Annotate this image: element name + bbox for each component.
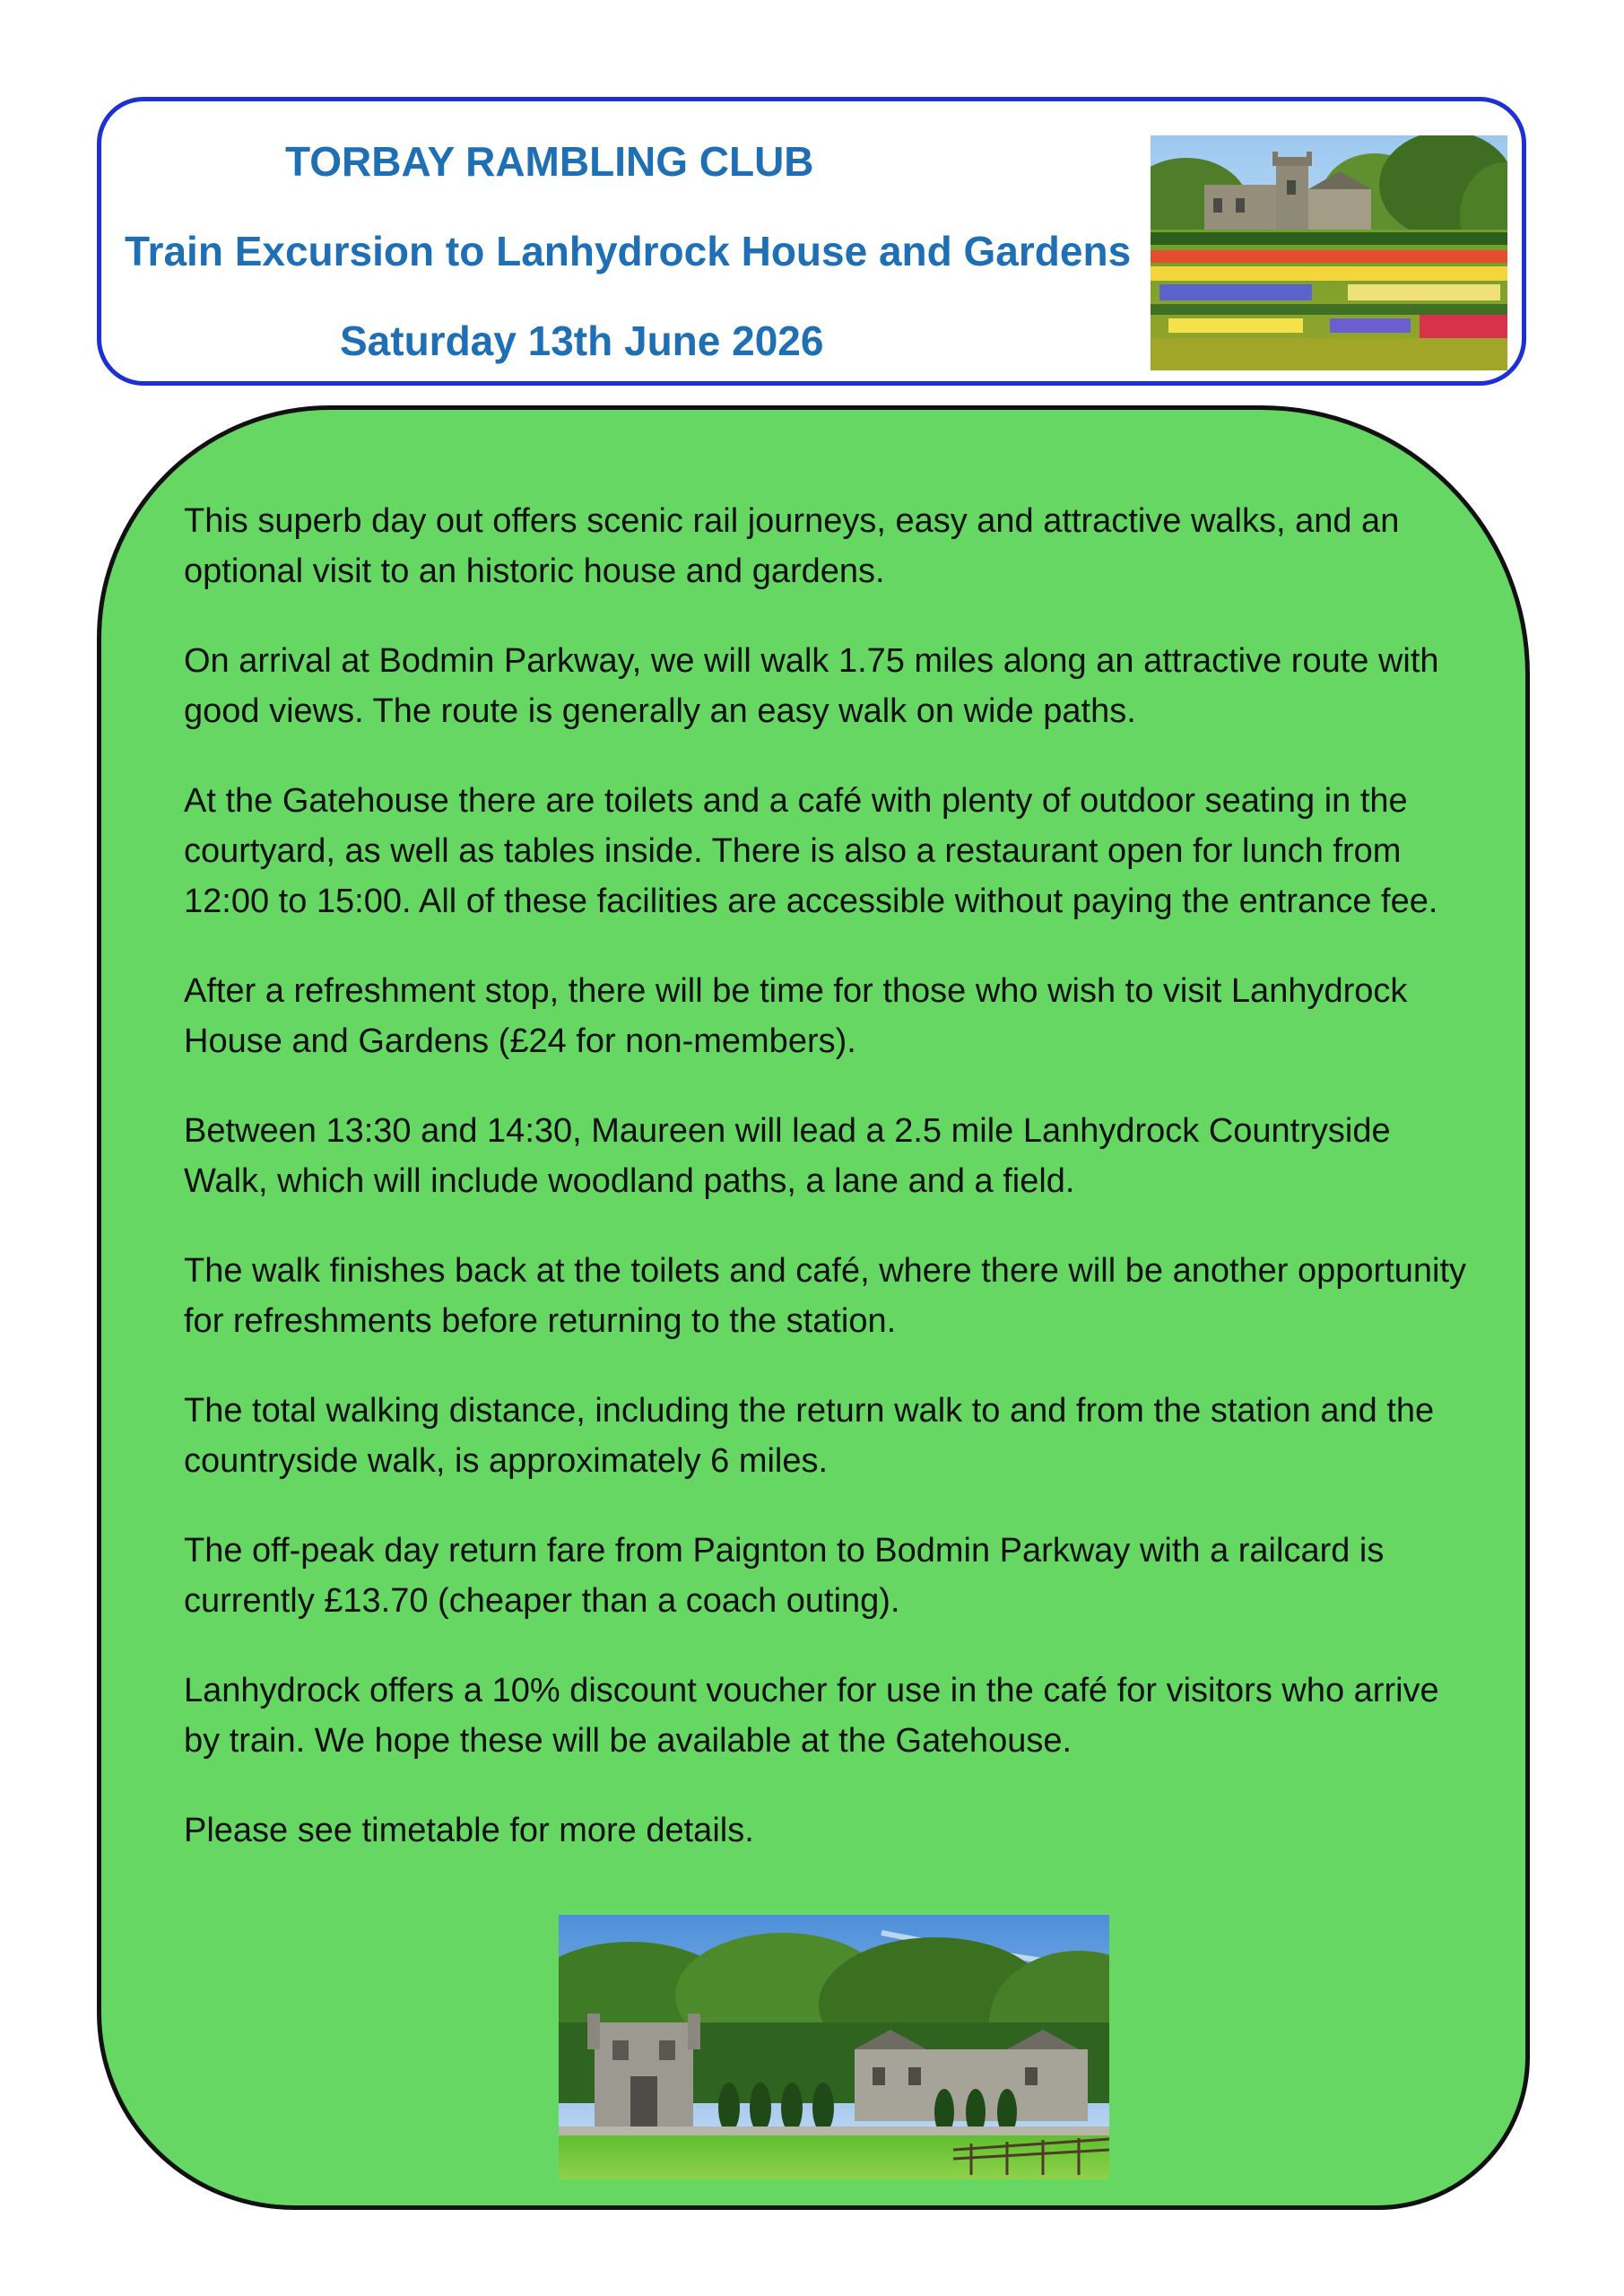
paragraph: On arrival at Bodmin Parkway, we will walk 1.75 miles along an attractive route with good views. The route is generally an easy walk on wide paths. xyxy=(184,642,1439,730)
event-date: Saturday 13th June 2026 xyxy=(340,317,824,364)
paragraph: The walk finishes back at the toilets and café, where there will be another opportunity for refreshments before returning to the station. xyxy=(184,1252,1467,1340)
main-panel xyxy=(97,405,1530,2210)
paragraph: At the Gatehouse there are toilets and a café with plenty of outdoor seating in the courtyard, as well as tables inside. There is also a restaurant open for lunch from 12:00 to 15:00. All of these facilities are accessible without paying the entrance fee. xyxy=(184,782,1438,920)
event-title: Train Excursion to Lanhydrock House and Gardens xyxy=(125,228,1132,274)
description-text xyxy=(184,496,1475,1895)
paragraph: Please see timetable for more details. xyxy=(184,1812,754,1849)
club-name: TORBAY RAMBLING CLUB xyxy=(285,138,814,185)
paragraph: After a refreshment stop, there will be time for those who wish to visit Lanhydrock House and Gardens (£24 for non-members). xyxy=(184,972,1408,1060)
paragraph: Lanhydrock offers a 10% discount voucher for use in the café for visitors who arrive by train. We hope these will be available at the Gatehouse. xyxy=(184,1672,1439,1760)
header-box xyxy=(97,97,1526,386)
paragraph: The total walking distance, including the return walk to and from the station and the countryside walk, is approximately 6 miles. xyxy=(184,1392,1435,1480)
paragraph: Between 13:30 and 14:30, Maureen will lead a 2.5 mile Lanhydrock Countryside Walk, which will include woodland paths, a lane and a field. xyxy=(184,1112,1391,1200)
garden-church-photo xyxy=(1151,135,1507,370)
paragraph: This superb day out offers scenic rail journeys, easy and attractive walks, and an optional visit to an historic house and gardens. xyxy=(184,502,1400,590)
paragraph: The off-peak day return fare from Paignton to Bodmin Parkway with a railcard is currently £13.70 (cheaper than a coach outing). xyxy=(184,1532,1385,1620)
lanhydrock-house-photo xyxy=(559,1915,1109,2179)
